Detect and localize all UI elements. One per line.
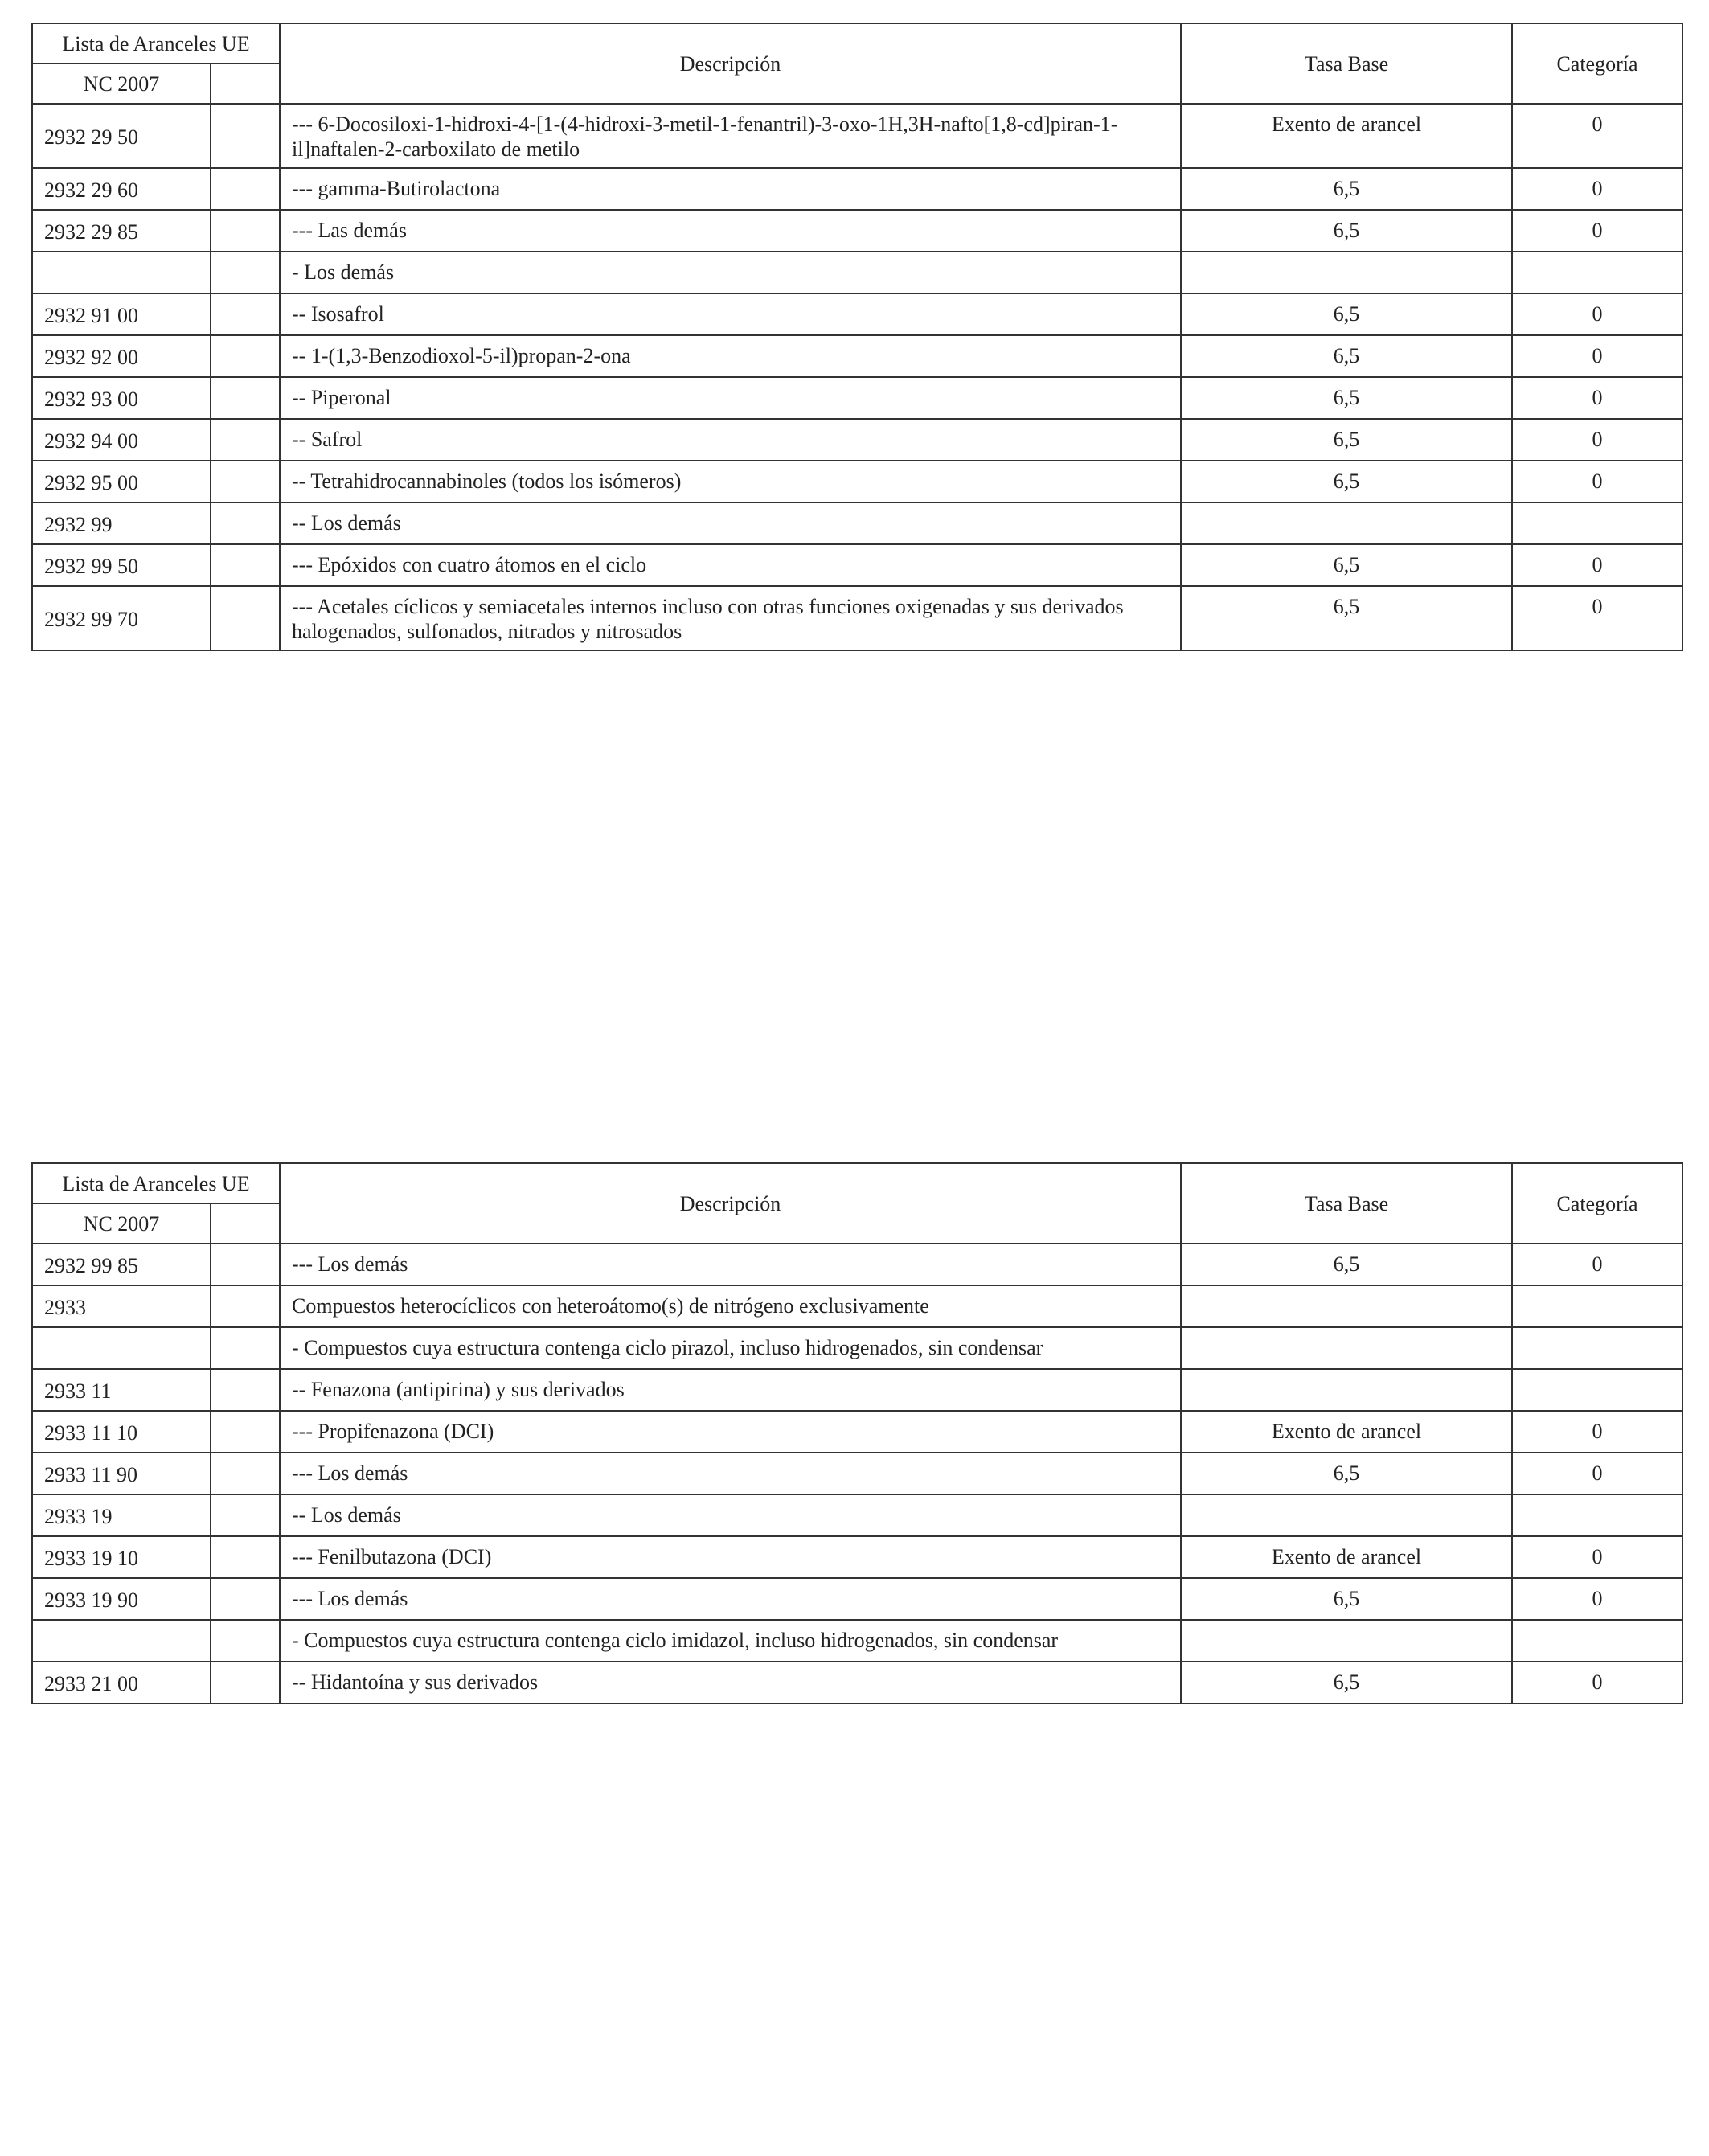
table-row <box>32 104 1682 168</box>
category-cell: 0 <box>1512 1662 1682 1703</box>
description-cell: --- Los demás <box>280 1244 1181 1285</box>
tariff-code-cell: 2932 29 60 <box>32 168 211 210</box>
description-cell: -- Fenazona (antipirina) y sus derivados <box>280 1369 1181 1411</box>
blank-cell <box>211 1620 280 1662</box>
description-cell: -- Hidantoína y sus derivados <box>280 1662 1181 1703</box>
base-rate-cell: 6,5 <box>1181 168 1512 210</box>
table-row <box>32 1494 1682 1536</box>
category-cell: 0 <box>1512 586 1682 650</box>
category-cell: 0 <box>1512 377 1682 419</box>
base-rate-cell: Exento de arancel <box>1181 1536 1512 1578</box>
description-cell: -- Los demás <box>280 502 1181 544</box>
base-rate-cell: 6,5 <box>1181 461 1512 502</box>
header-description: Descripción <box>280 23 1181 104</box>
header-blank <box>211 64 280 104</box>
blank-cell <box>211 1662 280 1703</box>
description-cell: -- Tetrahidrocannabinoles (todos los isómeros) <box>280 461 1181 502</box>
base-rate-cell: 6,5 <box>1181 293 1512 335</box>
blank-cell <box>211 1536 280 1578</box>
table-row <box>32 1369 1682 1411</box>
blank-cell <box>211 210 280 252</box>
blank-cell <box>211 293 280 335</box>
header-list: Lista de Aranceles UE <box>32 23 280 64</box>
description-cell: --- gamma-Butirolactona <box>280 168 1181 210</box>
description-cell: -- Safrol <box>280 419 1181 461</box>
category-cell <box>1512 252 1682 293</box>
tariff-table-1 <box>31 23 1683 651</box>
category-cell <box>1512 1327 1682 1369</box>
table-row <box>32 544 1682 586</box>
tariff-code-cell: 2932 99 85 <box>32 1244 211 1285</box>
tariff-code-cell: 2933 <box>32 1285 211 1327</box>
tariff-code-cell <box>32 252 211 293</box>
table-row <box>32 1453 1682 1494</box>
category-cell: 0 <box>1512 210 1682 252</box>
tariff-code-cell <box>32 1327 211 1369</box>
description-cell: -- 1-(1,3-Benzodioxol-5-il)propan-2-ona <box>280 335 1181 377</box>
table-row <box>32 461 1682 502</box>
base-rate-cell: 6,5 <box>1181 586 1512 650</box>
tariff-code-cell: 2932 99 50 <box>32 544 211 586</box>
category-cell: 0 <box>1512 1578 1682 1620</box>
header-rate: Tasa Base <box>1181 23 1512 104</box>
base-rate-cell: 6,5 <box>1181 419 1512 461</box>
table-row <box>32 377 1682 419</box>
blank-cell <box>211 168 280 210</box>
table-row <box>32 502 1682 544</box>
blank-cell <box>211 252 280 293</box>
header-blank <box>211 1203 280 1244</box>
category-cell: 0 <box>1512 1536 1682 1578</box>
tariff-code-cell: 2933 11 <box>32 1369 211 1411</box>
blank-cell <box>211 1327 280 1369</box>
base-rate-cell <box>1181 502 1512 544</box>
description-cell: --- Los demás <box>280 1453 1181 1494</box>
base-rate-cell: 6,5 <box>1181 1453 1512 1494</box>
tariff-code-cell: 2933 19 10 <box>32 1536 211 1578</box>
header-nc: NC 2007 <box>32 1203 211 1244</box>
base-rate-cell: 6,5 <box>1181 210 1512 252</box>
table-row <box>32 1411 1682 1453</box>
category-cell: 0 <box>1512 335 1682 377</box>
table-row <box>32 1536 1682 1578</box>
category-cell <box>1512 1620 1682 1662</box>
blank-cell <box>211 502 280 544</box>
category-cell <box>1512 1369 1682 1411</box>
description-cell: --- Fenilbutazona (DCI) <box>280 1536 1181 1578</box>
base-rate-cell <box>1181 252 1512 293</box>
base-rate-cell <box>1181 1620 1512 1662</box>
tariff-code-cell: 2932 95 00 <box>32 461 211 502</box>
base-rate-cell <box>1181 1327 1512 1369</box>
tariff-code-cell: 2933 11 10 <box>32 1411 211 1453</box>
tariff-code-cell: 2933 19 90 <box>32 1578 211 1620</box>
category-cell: 0 <box>1512 168 1682 210</box>
tariff-code-cell: 2932 94 00 <box>32 419 211 461</box>
tariff-code-cell: 2932 92 00 <box>32 335 211 377</box>
blank-cell <box>211 586 280 650</box>
description-cell: - Compuestos cuya estructura contenga ciclo imidazol, incluso hidrogenados, sin condensar <box>280 1620 1181 1662</box>
tariff-code-cell: 2932 91 00 <box>32 293 211 335</box>
description-cell: Compuestos heterocíclicos con heteroátomo(s) de nitrógeno exclusivamente <box>280 1285 1181 1327</box>
blank-cell <box>211 104 280 168</box>
description-cell: --- Los demás <box>280 1578 1181 1620</box>
table-row <box>32 168 1682 210</box>
table-row <box>32 1620 1682 1662</box>
blank-cell <box>211 1244 280 1285</box>
base-rate-cell: 6,5 <box>1181 1578 1512 1620</box>
category-cell: 0 <box>1512 419 1682 461</box>
header-list: Lista de Aranceles UE <box>32 1163 280 1203</box>
table-row <box>32 586 1682 650</box>
table-row <box>32 252 1682 293</box>
table-row <box>32 419 1682 461</box>
base-rate-cell: 6,5 <box>1181 335 1512 377</box>
description-cell: --- Acetales cíclicos y semiacetales internos incluso con otras funciones oxigenadas y sus derivados halogenados, sulfonados, nitrados y nitrosados <box>280 586 1181 650</box>
tariff-table-2 <box>31 1162 1683 1704</box>
table-row <box>32 210 1682 252</box>
header-rate: Tasa Base <box>1181 1163 1512 1244</box>
base-rate-cell: Exento de arancel <box>1181 1411 1512 1453</box>
blank-cell <box>211 1411 280 1453</box>
category-cell: 0 <box>1512 1453 1682 1494</box>
table-row <box>32 1244 1682 1285</box>
header-category: Categoría <box>1512 1163 1682 1244</box>
description-cell: --- Las demás <box>280 210 1181 252</box>
tariff-code-cell: 2932 29 85 <box>32 210 211 252</box>
tariff-code-cell: 2932 99 <box>32 502 211 544</box>
description-cell: --- Propifenazona (DCI) <box>280 1411 1181 1453</box>
blank-cell <box>211 1453 280 1494</box>
category-cell: 0 <box>1512 293 1682 335</box>
category-cell: 0 <box>1512 104 1682 168</box>
tariff-code-cell <box>32 1620 211 1662</box>
blank-cell <box>211 544 280 586</box>
base-rate-cell <box>1181 1369 1512 1411</box>
tariff-code-cell: 2933 21 00 <box>32 1662 211 1703</box>
header-nc: NC 2007 <box>32 64 211 104</box>
table-body <box>32 104 1682 650</box>
table-row <box>32 1662 1682 1703</box>
description-cell: -- Isosafrol <box>280 293 1181 335</box>
header-category: Categoría <box>1512 23 1682 104</box>
description-cell: - Compuestos cuya estructura contenga ciclo pirazol, incluso hidrogenados, sin condensar <box>280 1327 1181 1369</box>
table-row <box>32 293 1682 335</box>
description-cell: -- Los demás <box>280 1494 1181 1536</box>
blank-cell <box>211 1578 280 1620</box>
category-cell: 0 <box>1512 1244 1682 1285</box>
table-row <box>32 1578 1682 1620</box>
blank-cell <box>211 461 280 502</box>
description-cell: --- 6-Docosiloxi-1-hidroxi-4-[1-(4-hidroxi-3-metil-1-fenantril)-3-oxo-1H,3H-nafto[1,8-cd]piran-1-il]naftalen-2-carboxilato de metilo <box>280 104 1181 168</box>
table-body <box>32 1244 1682 1703</box>
blank-cell <box>211 1285 280 1327</box>
tariff-code-cell: 2932 93 00 <box>32 377 211 419</box>
base-rate-cell: 6,5 <box>1181 377 1512 419</box>
description-cell: -- Piperonal <box>280 377 1181 419</box>
table-row <box>32 1285 1682 1327</box>
base-rate-cell: 6,5 <box>1181 544 1512 586</box>
category-cell: 0 <box>1512 544 1682 586</box>
tariff-code-cell: 2932 99 70 <box>32 586 211 650</box>
base-rate-cell: 6,5 <box>1181 1244 1512 1285</box>
blank-cell <box>211 1369 280 1411</box>
base-rate-cell <box>1181 1494 1512 1536</box>
category-cell: 0 <box>1512 1411 1682 1453</box>
base-rate-cell: Exento de arancel <box>1181 104 1512 168</box>
tariff-code-cell: 2933 11 90 <box>32 1453 211 1494</box>
table-row <box>32 1327 1682 1369</box>
tariff-code-cell: 2933 19 <box>32 1494 211 1536</box>
base-rate-cell: 6,5 <box>1181 1662 1512 1703</box>
base-rate-cell <box>1181 1285 1512 1327</box>
category-cell <box>1512 1494 1682 1536</box>
category-cell: 0 <box>1512 461 1682 502</box>
category-cell <box>1512 1285 1682 1327</box>
blank-cell <box>211 335 280 377</box>
blank-cell <box>211 419 280 461</box>
category-cell <box>1512 502 1682 544</box>
blank-cell <box>211 377 280 419</box>
table-row <box>32 335 1682 377</box>
description-cell: --- Epóxidos con cuatro átomos en el ciclo <box>280 544 1181 586</box>
header-description: Descripción <box>280 1163 1181 1244</box>
tariff-code-cell: 2932 29 50 <box>32 104 211 168</box>
description-cell: - Los demás <box>280 252 1181 293</box>
blank-cell <box>211 1494 280 1536</box>
